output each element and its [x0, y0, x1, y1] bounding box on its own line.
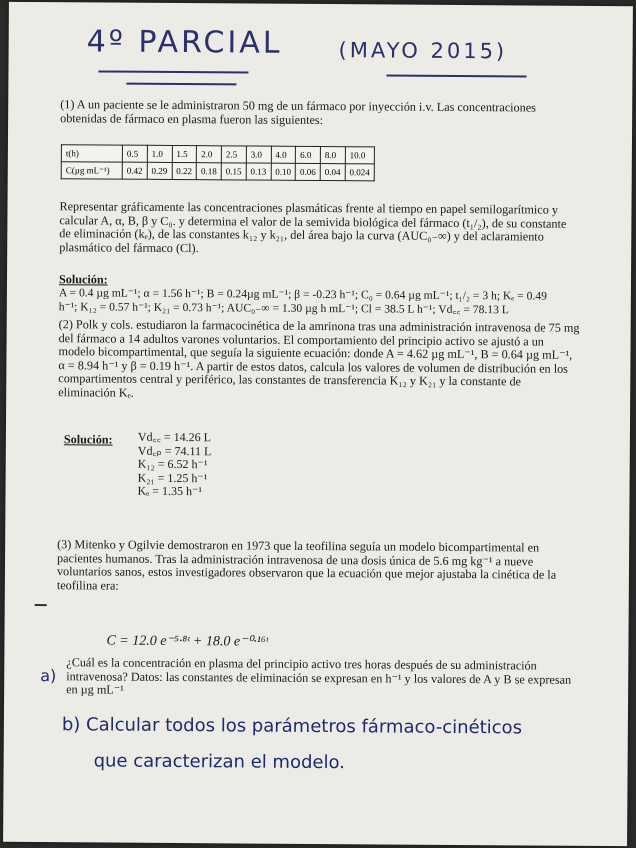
table-cell: 0.15 — [221, 163, 246, 180]
table-cell: 0.22 — [172, 162, 197, 179]
part-a-marker: a) — [40, 666, 57, 686]
table-cell: 0.04 — [320, 164, 345, 181]
table-cell: 8.0 — [320, 147, 345, 164]
table-cell: 4.0 — [271, 146, 296, 163]
q3-formula: C = 12.0 e⁻⁵·⁸ᵗ + 18.0 e⁻⁰·¹⁶ᵗ — [106, 633, 269, 650]
table-cell: 0.29 — [147, 162, 172, 179]
table-cell: 3.0 — [246, 146, 271, 163]
table-row-time — [61, 145, 374, 164]
table-row-concentration — [61, 162, 374, 181]
row-label-concentration: C(µg mL⁻¹) — [61, 162, 122, 179]
solution-item: Kₑ = 1.35 h⁻¹ — [137, 483, 203, 499]
q3-part-b-line1: b) Calcular todos los parámetros fármaco-cinéticos — [61, 714, 523, 739]
title-underline — [98, 70, 248, 73]
solution-item: K₂₁ = 1.25 h⁻¹ — [137, 470, 208, 485]
table-cell: 0.024 — [345, 164, 374, 181]
table-cell: 0.18 — [196, 163, 221, 180]
table-cell: 1.0 — [147, 145, 172, 162]
row-label-time: t(h) — [61, 145, 122, 162]
q1-solution-line1: A = 0.4 µg mL⁻¹; α = 1.56 h⁻¹; B = 0.24µg mL⁻¹; β = -0.23 h⁻¹; C₀ = 0.64 µg mL⁻¹; t₁/₂ = 3 h; Kₑ = 0.49 — [58, 286, 547, 303]
q2-text: (2) Polk y cols. estudiaron la farmacocinética de la amrinona tras una administración intravenosa de 75 mg del fármaco a 14 adultos varones voluntarios. El comportamiento del principio activo se ajustó a un modelo bicompartimental, que seguía la siguiente ecuación: donde A = 4.62 µg mL⁻¹, B = 0.64 µg mL⁻¹, α = 8.94 h⁻¹ y β = 0.19 h⁻¹. A partir de estos datos, calcula los valores de volumen de distribución en los compartimentos central y periférico, las constantes de transferencia K₁₂ y K₂₁ y la constante de eliminación Kₑ. — [58, 317, 580, 400]
q2-solution-label: Solución: — [63, 432, 113, 447]
table-cell: 0.5 — [122, 145, 147, 162]
table-cell: 0.42 — [122, 162, 147, 179]
table-cell: 2.5 — [221, 146, 246, 163]
q1-intro: (1) A un paciente se le administraron 50 mg de un fármaco por inyección i.v. Las concentraciones obtenidas de fármaco en plasma fueron las siguientes: — [60, 97, 536, 127]
solution-item: K₁₂ = 6.52 h⁻¹ — [137, 456, 208, 472]
table-cell: 10.0 — [345, 147, 374, 164]
q1-solution-line2: h⁻¹; K₁₂ = 0.57 h⁻¹; K₂₁ = 0.73 h⁻¹; AUC₀₋∞ = 1.30 µg h mL⁻¹; Cl = 38.5 L h⁻¹; Vd꜀꜀ = 78.13 L — [58, 300, 509, 317]
q3-part-b-line2: que caracterizan el modelo. — [93, 750, 346, 774]
concentration-table — [61, 144, 375, 181]
q2-solution-list — [137, 431, 211, 499]
table-cell: 0.13 — [246, 163, 271, 180]
date-underline — [386, 74, 526, 77]
table-cell: 1.5 — [172, 145, 197, 162]
q3-part-a: ¿Cuál es la concentración en plasma del principio activo tres horas después de su administración intravenosa? Datos: las constantes de eliminación se expresan en h⁻¹ y los valores de A y B se expresan en µg mL⁻¹ — [66, 655, 572, 697]
exam-title: 4º PARCIAL — [86, 24, 283, 61]
table-cell: 0.06 — [295, 163, 320, 180]
exam-date: (MAYO 2015) — [338, 38, 508, 64]
exam-sheet — [3, 2, 633, 846]
solution-item: Vd꜀꜀ = 14.26 L — [137, 429, 212, 445]
margin-dash — [35, 604, 47, 606]
table-cell: 6.0 — [296, 146, 321, 163]
q1-task: Representar gráficamente las concentraciones plasmáticas frente al tiempo en papel semilogarítmico y calcular A, α, B, β y C₀. y determina el valor de la semivida biológica del fármaco (t₁/₂), de su constante de eliminación (kₑ), de las constantes k₁₂ y k₂₁, del área bajo la curva (AUC₀₋∞) y del aclaramiento plasmático del fármaco (Cl). — [59, 199, 567, 255]
q3-text: (3) Mitenko y Ogilvie demostraron en 1973 que la teofilina seguía un modelo bicompartimental en pacientes humanos. Tras la administración intravenosa de una dosis única de 5.6 mg kg⁻¹ a nueve voluntarios sanos, estos investigadores observaron que la ecuación que mejor ajustaba la cinética de la teofilina era: — [56, 537, 557, 593]
q1-solution-label: Solución: — [58, 272, 108, 287]
table-cell: 2.0 — [197, 146, 222, 163]
table-cell: 0.10 — [271, 163, 296, 180]
solution-item: Vd꜀ₚ = 74.11 L — [137, 443, 212, 458]
title-underline-2 — [126, 83, 236, 86]
